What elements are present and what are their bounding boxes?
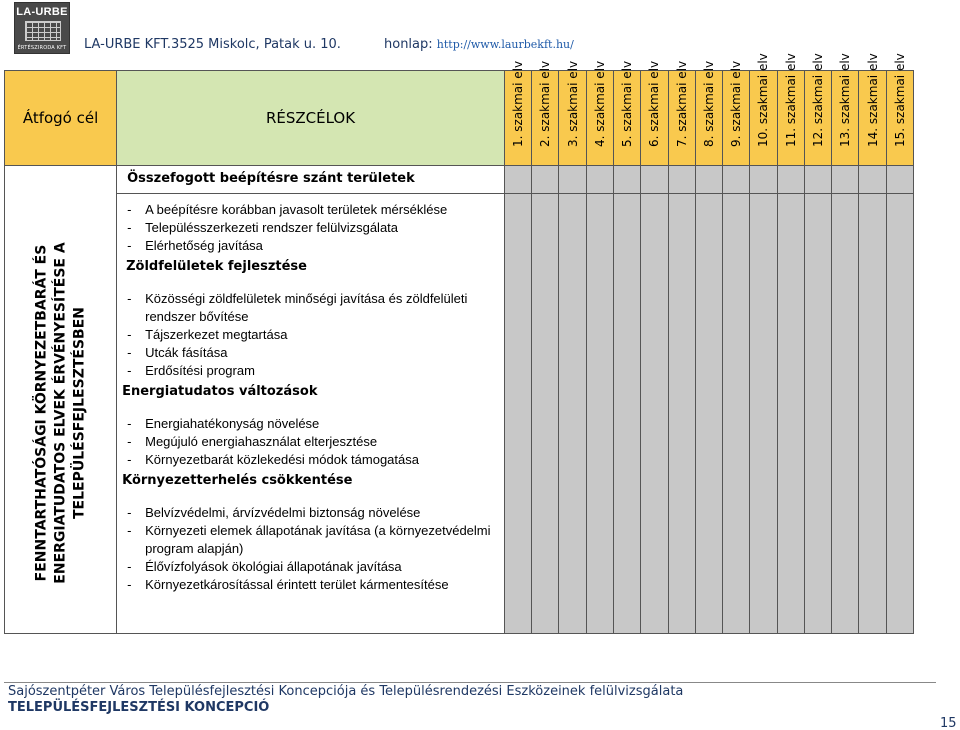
matrix-cell	[559, 166, 586, 194]
sub-goals-cell	[117, 194, 505, 634]
matrix-cell	[804, 166, 831, 194]
list-item: - Utcák fásítása	[123, 344, 500, 362]
matrix-cell	[804, 194, 831, 634]
matrix-cell	[695, 166, 722, 194]
header-principle-7: 7. szakmai elv	[668, 71, 695, 166]
header-principle-8: 8. szakmai elv	[695, 71, 722, 166]
footer-document-title: Sajószentpéter Város Településfejlesztési Koncepciója és Településrendezési Eszközeinek felülvizsgálata	[8, 684, 684, 699]
goal-cell-top	[5, 166, 117, 194]
matrix-cell	[504, 166, 531, 194]
website-line	[384, 37, 574, 52]
content-row	[5, 194, 914, 634]
list-item: - Megújuló energiahasználat elterjesztése	[123, 433, 500, 451]
matrix-cell	[777, 166, 804, 194]
header-principle-4: 4. szakmai elv	[586, 71, 613, 166]
header-principle-10: 10. szakmai elv	[750, 71, 777, 166]
company-address: LA-URBE KFT.3525 Miskolc, Patak u. 10.	[84, 37, 341, 52]
matrix-cell	[614, 166, 641, 194]
goal-principle-matrix	[4, 53, 914, 634]
list-item: - Környezeti elemek állapotának javítása (a környezetvédelmi program alapján)	[123, 522, 500, 558]
header-principle-14: 14. szakmai elv	[859, 71, 886, 166]
matrix-cell	[532, 166, 559, 194]
group3-title: Energiatudatos változások	[122, 384, 318, 399]
matrix-cell	[586, 166, 613, 194]
matrix-cell	[777, 194, 804, 634]
matrix-cell	[750, 166, 777, 194]
list-item: - Településszerkezeti rendszer felülvizsgálata	[123, 219, 500, 237]
group4-title: Környezetterhelés csökkentése	[122, 473, 353, 488]
matrix-cell	[750, 194, 777, 634]
header-principle-11: 11. szakmai elv	[777, 71, 804, 166]
header-principle-13: 13. szakmai elv	[832, 71, 859, 166]
matrix-cell	[886, 194, 913, 634]
logo-text: LA-URBE	[16, 6, 68, 18]
matrix-cell	[832, 194, 859, 634]
logo-subtext: ÉRTÉSZIRODA KFT	[17, 45, 67, 51]
matrix-cell	[832, 166, 859, 194]
matrix-cell	[695, 194, 722, 634]
matrix-cell	[532, 194, 559, 634]
matrix-cell	[504, 194, 531, 634]
list-item: - Tájszerkezet megtartása	[123, 326, 500, 344]
header-overall-goal: Átfogó cél	[5, 71, 117, 166]
matrix-cell	[723, 166, 750, 194]
overall-goal-cell	[5, 194, 117, 634]
header-principle-9: 9. szakmai elv	[723, 71, 750, 166]
list-item: - Környezetbarát közlekedési módok támogatása	[123, 451, 500, 469]
matrix-cell	[614, 194, 641, 634]
list-item: - Energiahatékonyság növelése	[123, 415, 500, 433]
header-principle-2: 2. szakmai elv	[532, 71, 559, 166]
list-item: - Élővízfolyások ökológiai állapotának javítása	[123, 558, 500, 576]
matrix-cell	[559, 194, 586, 634]
overall-goal-text: FENNTARTHATÓSÁGI KÖRNYEZETBARÁT ÉS ENERGIATUDATOS ELVEK ÉRVÉNYESÍTÉSE A TELEPÜLÉSFEJLESZTÉSBEN	[33, 242, 88, 584]
header-principle-6: 6. szakmai elv	[641, 71, 668, 166]
list-item: - Belvízvédelmi, árvízvédelmi biztonság növelése	[123, 504, 500, 522]
group1-title: Összefogott beépítésre szánt területek	[117, 166, 505, 194]
header-principle-3: 3. szakmai elv	[559, 71, 586, 166]
list-item: - Közösségi zöldfelületek minőségi javítása és zöldfelületi rendszer bővítése	[123, 290, 500, 326]
matrix-cell	[723, 194, 750, 634]
header-principle-5: 5. szakmai elv	[614, 71, 641, 166]
footer-section-title: TELEPÜLÉSFEJLESZTÉSI KONCEPCIÓ	[8, 700, 270, 715]
header-principle-12: 12. szakmai elv	[804, 71, 831, 166]
header-sub-goals: RÉSZCÉLOK	[117, 71, 505, 166]
list-item: - Környezetkárosítással érintett terület kármentesítése	[123, 576, 500, 594]
matrix-cell	[586, 194, 613, 634]
logo-grid-icon	[25, 21, 61, 41]
company-logo	[14, 2, 70, 54]
website-link[interactable]: http://www.laurbekft.hu/	[436, 38, 574, 51]
header-principle-15: 15. szakmai elv	[886, 71, 913, 166]
list-item: - Erdősítési program	[123, 362, 500, 380]
website-label: honlap:	[384, 37, 433, 52]
group1-title-row	[5, 166, 914, 194]
group2-title: Zöldfelületek fejlesztése	[126, 259, 307, 274]
matrix-cell	[859, 194, 886, 634]
matrix-cell	[668, 194, 695, 634]
matrix-cell	[859, 166, 886, 194]
matrix-cell	[641, 194, 668, 634]
matrix-cell	[668, 166, 695, 194]
header-principle-1: 1. szakmai elv	[504, 71, 531, 166]
page-number: 15	[940, 716, 957, 730]
matrix-cell	[641, 166, 668, 194]
matrix-cell	[886, 166, 913, 194]
list-item: - Elérhetőség javítása	[123, 237, 500, 255]
header-row	[5, 71, 914, 166]
footer-divider	[4, 682, 936, 683]
list-item: - A beépítésre korábban javasolt területek mérséklése	[123, 201, 500, 219]
